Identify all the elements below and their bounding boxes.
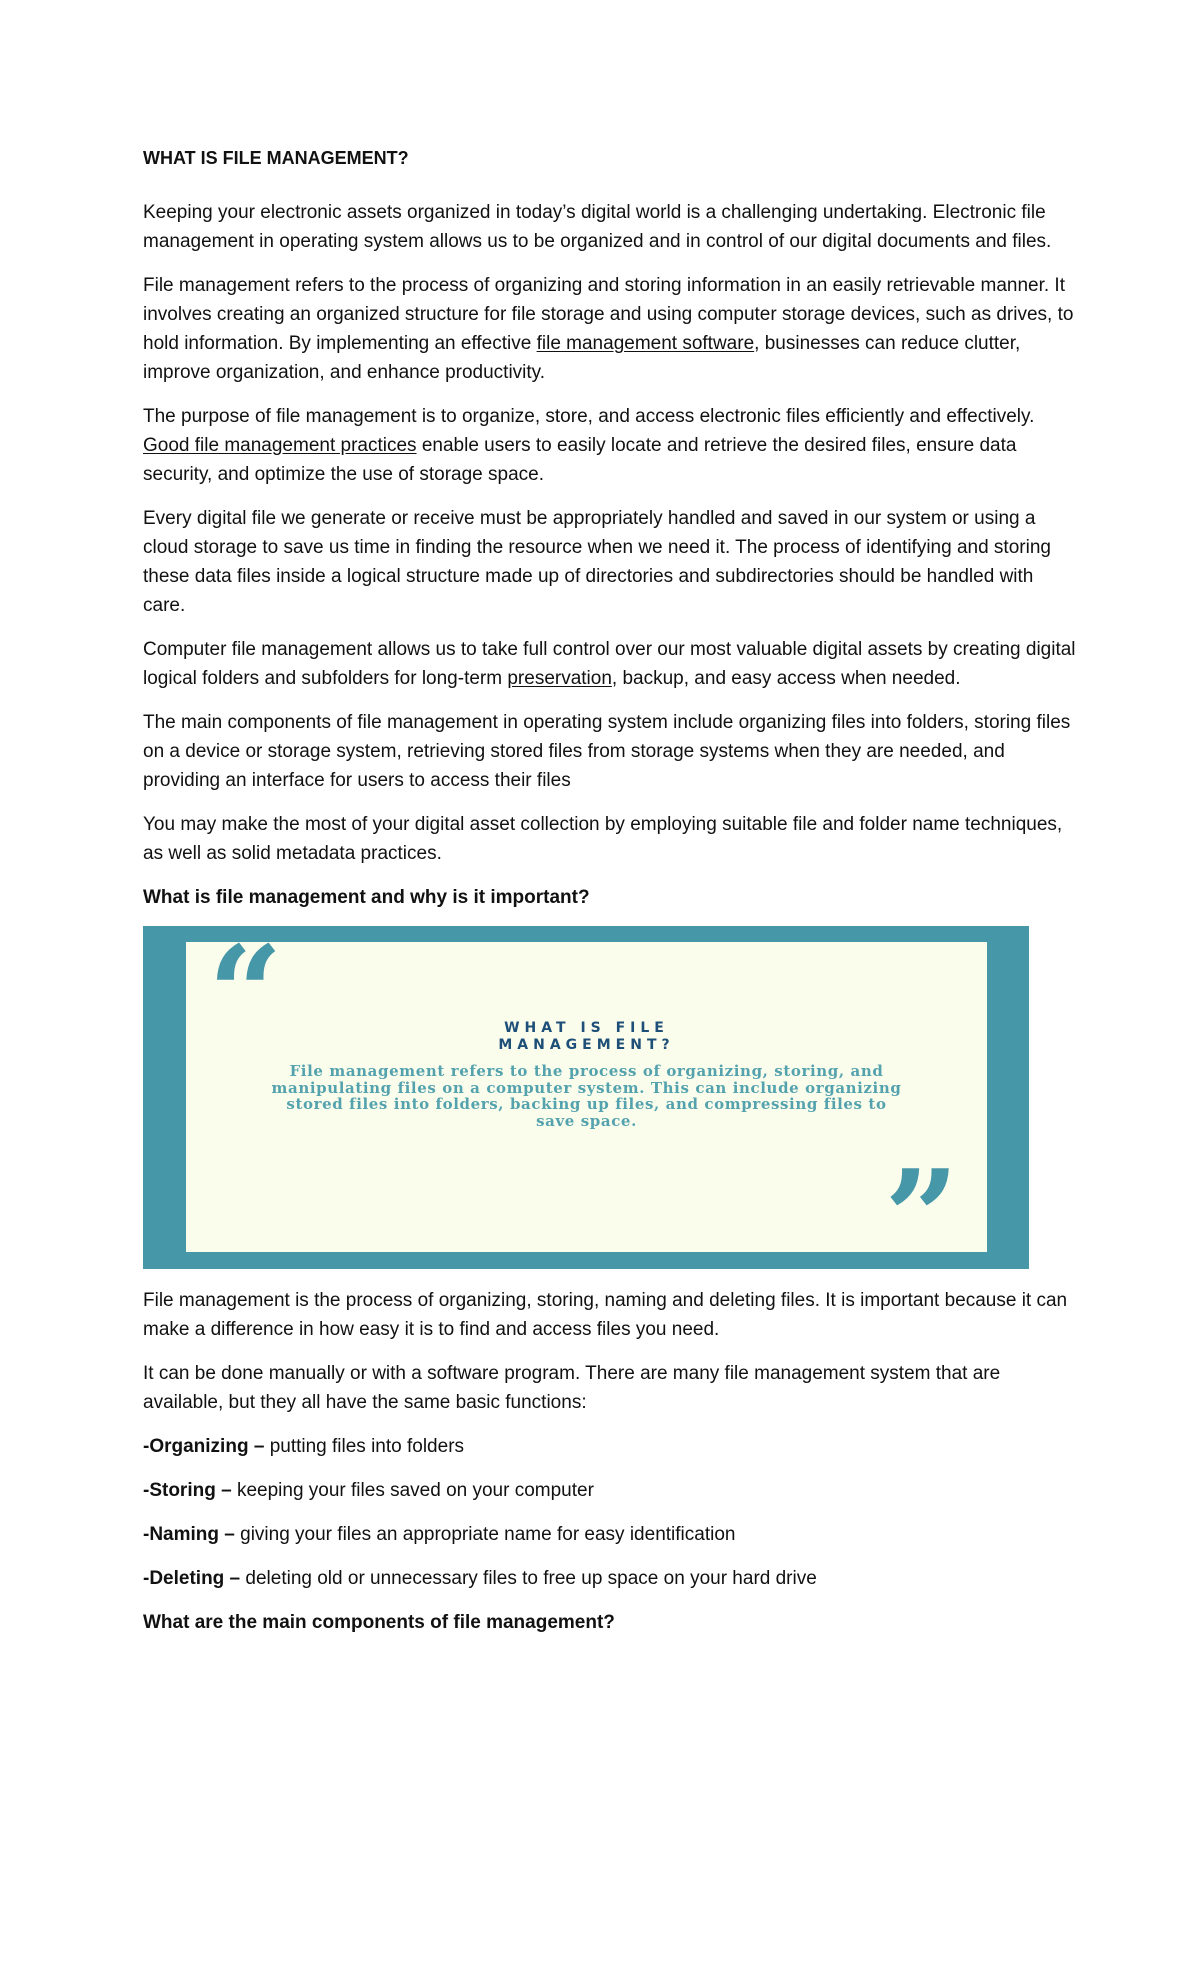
paragraph-metadata bbox=[143, 810, 1078, 868]
paragraph-text: File management refers to the process of organizing and storing information in an easily retrievable manner. It involves creating an organized structure for file storage and using computer storage devices, such as drives, to hold information. By implementing an effective bbox=[143, 275, 1074, 354]
quote-figure bbox=[143, 917, 1029, 1294]
quote-card bbox=[186, 917, 987, 1294]
paragraph-text: The purpose of file management is to organize, store, and access electronic files efficiently and effectively. bbox=[143, 406, 1035, 427]
paragraph-text: , backup, and easy access when needed. bbox=[611, 668, 961, 689]
figure-body-text: File management refers to the process of organizing, storing, and manipulating files on a computer system. This can include organizing stored files into folders, backing up files, and compressing files to save space. bbox=[271, 1062, 902, 1130]
paragraph-control bbox=[143, 635, 1078, 693]
document-title: WHAT IS FILE MANAGEMENT? bbox=[143, 148, 409, 168]
paragraph-text: Every digital file we generate or receive must be appropriately handled and saved in our system or using a cloud storage to save us time in finding the resource when we need it. The process of identifying and storing these data files inside a logical structure made up of directories and subdirectories should be handled with care. bbox=[143, 508, 1051, 616]
paragraph-text: , businesses can reduce clutter, improve organization, and enhance productivity. bbox=[143, 333, 1021, 383]
function-term: -Organizing – bbox=[143, 1436, 270, 1457]
file-management-software-link[interactable]: file management software bbox=[536, 333, 755, 354]
paragraph-text: enable users to easily locate and retrieve the desired files, ensure data security, and optimize the use of storage space. bbox=[143, 435, 1017, 485]
figure-title: WHAT IS FILE MANAGEMENT? bbox=[498, 1020, 675, 1053]
function-term: -Naming – bbox=[143, 1524, 241, 1545]
heading-why-important: What is file management and why is it important? bbox=[143, 887, 590, 908]
paragraph-process: File management is the process of organizing, storing, naming and deleting files. It is important because it can make a difference in how easy it is to find and access files you need. bbox=[143, 1290, 1068, 1340]
paragraph-components bbox=[143, 708, 1078, 795]
function-desc: deleting old or unnecessary files to free up space on your hard drive bbox=[245, 1568, 817, 1589]
preservation-link[interactable]: preservation bbox=[507, 668, 612, 689]
paragraph-manual: It can be done manually or with a software program. There are many file management system that are available, but they all have the same basic functions: bbox=[143, 1363, 1001, 1413]
good-practices-link[interactable]: Good file management practices bbox=[143, 435, 417, 456]
paragraph-text: Keeping your electronic assets organized in today’s digital world is a challenging undertaking. Electronic file management in operating system allows us to be organized and in control of our digital documents and files. bbox=[143, 202, 1052, 252]
function-term: -Deleting – bbox=[143, 1568, 246, 1589]
paragraph-text: You may make the most of your digital asset collection by employing suitable file and folder name techniques, as well as solid metadata practices. bbox=[143, 814, 1063, 864]
function-desc: giving your files an appropriate name for easy identification bbox=[240, 1524, 736, 1545]
paragraph-text: The main components of file management in operating system include organizing files into folders, storing files on a device or storage system, retrieving stored files from storage systems when they are needed, and providing an interface for users to access their files bbox=[143, 712, 1071, 791]
paragraph-definition bbox=[143, 271, 1078, 387]
open-quote-icon: “ bbox=[208, 917, 283, 1070]
close-quote-icon: ” bbox=[884, 1141, 959, 1294]
function-desc: keeping your files saved on your computer bbox=[236, 1480, 594, 1501]
paragraph-digital-file bbox=[143, 504, 1078, 620]
function-desc: putting files into folders bbox=[269, 1436, 465, 1457]
paragraph-text: Computer file management allows us to take full control over our most valuable digital assets by creating digital logical folders and subfolders for long-term bbox=[143, 639, 1076, 689]
function-organizing bbox=[143, 1432, 1078, 1461]
function-term: -Storing – bbox=[143, 1480, 237, 1501]
function-storing bbox=[143, 1476, 1078, 1505]
paragraph-intro bbox=[143, 198, 1078, 256]
heading-main-components: What are the main components of file management? bbox=[143, 1612, 615, 1633]
paragraph-purpose bbox=[143, 402, 1078, 489]
function-deleting bbox=[143, 1564, 1078, 1593]
document-body bbox=[143, 198, 1078, 1651]
function-naming bbox=[143, 1520, 1078, 1549]
